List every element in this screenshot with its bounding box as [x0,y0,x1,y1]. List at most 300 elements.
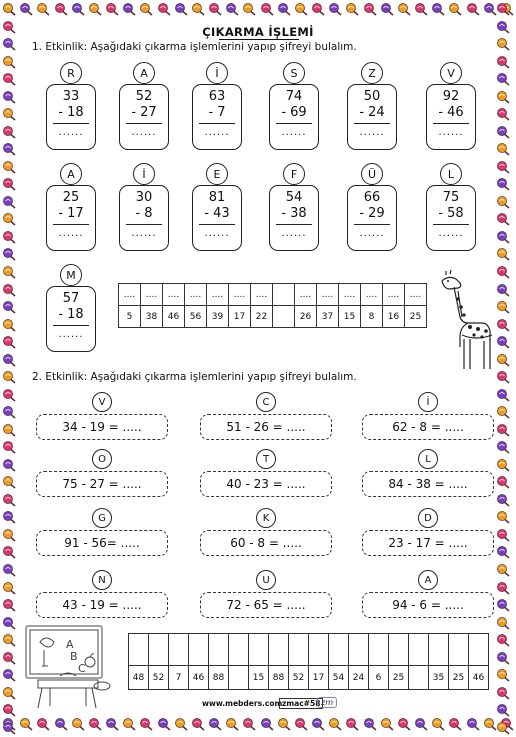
lollipop-icon [496,475,510,489]
lollipop-icon [496,142,510,156]
lollipop-icon [496,90,510,104]
answer-placeholder: ...... [131,127,157,138]
activity2-heading: 2. Etkinlik: Aşağıdaki çıkarma işlemlerini yapıp şifreyi bulalım. [32,371,357,383]
lollipop-icon [496,195,510,209]
lollipop-icon [496,616,510,630]
code-blank-cell[interactable]: .... [361,284,383,306]
title-underline [219,39,299,40]
lollipop-icon [414,2,428,16]
lollipop-icon [122,2,136,16]
lollipop-icon [496,458,510,472]
code-number-cell: 26 [295,306,317,328]
lollipop-icon [2,616,16,630]
code-blank-cell[interactable]: .... [141,284,163,306]
card-letter: Ü [361,163,383,185]
lollipop-icon [397,2,411,16]
page-title: ÇIKARMA İŞLEMİ [202,25,314,39]
lollipop-icon [294,2,308,16]
lollipop-icon [496,563,510,577]
lollipop-icon [208,2,222,16]
answer-line [433,224,469,225]
code-blank-cell[interactable] [289,634,309,666]
lollipop-icon [496,265,510,279]
lollipop-icon [71,2,85,16]
lollipop-icon [496,510,510,524]
decorative-border-right [496,2,514,735]
answer-line [354,123,390,124]
subtrahend: - 38 [281,206,307,221]
lollipop-icon [2,142,16,156]
lollipop-icon [380,717,394,731]
lollipop-icon [2,510,16,524]
lollipop-icon [2,55,16,69]
lollipop-icon [122,717,136,731]
code-blank-cell[interactable]: .... [383,284,405,306]
lollipop-icon [466,717,480,731]
activity2-code-table [128,633,489,690]
lollipop-icon [54,2,68,16]
code-number-cell: 39 [207,306,229,328]
footer-site-url: www.mebders.com [202,699,283,708]
lollipop-icon [496,107,510,121]
lollipop-icon [19,2,33,16]
equation-box: 23 - 17 = ..... [362,530,494,556]
lollipop-icon [496,318,510,332]
answer-placeholder: ...... [131,228,157,239]
lollipop-icon [191,717,205,731]
lollipop-icon [242,2,256,16]
answer-line [53,123,89,124]
lollipop-icon [328,717,342,731]
lollipop-icon [2,160,16,174]
lollipop-icon [2,370,16,384]
lollipop-icon [36,2,50,16]
lollipop-icon [496,651,510,665]
footer-tag: zmac#58 [279,698,323,709]
subtraction-card [46,286,96,352]
lollipop-icon [496,370,510,384]
subtrahend: - 29 [359,206,385,221]
equation-box: 34 - 19 = ..... [36,414,168,440]
lollipop-icon [105,2,119,16]
answer-placeholder: ...... [359,127,385,138]
equation-box: 40 - 23 = ..... [200,471,332,497]
subtrahend: - 27 [131,105,157,120]
code-number-cell: 6 [369,666,389,690]
lollipop-icon [496,55,510,69]
decorative-border-top [2,2,514,20]
subtrahend: - 58 [438,206,464,221]
equation-letter: C [256,392,276,412]
lollipop-icon [2,721,16,735]
equation-letter: O [92,449,112,469]
lollipop-icon [345,717,359,731]
code-number-cell: 22 [251,306,273,328]
lollipop-icon [2,651,16,665]
answer-placeholder: ...... [281,228,307,239]
minuend: 63 [208,89,226,104]
code-number-cell: 52 [149,666,169,690]
lollipop-icon [2,703,16,717]
code-blank-cell[interactable]: .... [295,284,317,306]
lollipop-icon [496,440,510,454]
code-blank-cell[interactable] [229,634,249,666]
code-number-cell: 88 [269,666,289,690]
equation-letter: G [92,508,112,528]
equation-letter: N [92,570,112,590]
card-letter: S [283,62,305,84]
lollipop-icon [2,177,16,191]
subtrahend: - 8 [135,206,153,221]
lollipop-icon [2,686,16,700]
code-blank-cell[interactable] [269,634,289,666]
lollipop-icon [36,717,50,731]
code-number-cell: 38 [141,306,163,328]
code-blank-cell[interactable] [129,634,149,666]
answer-placeholder: ...... [204,127,230,138]
subtraction-card [269,84,319,150]
lollipop-icon [496,686,510,700]
lollipop-icon [363,717,377,731]
lollipop-icon [2,598,16,612]
lollipop-icon [157,717,171,731]
answer-placeholder: ...... [359,228,385,239]
code-blank-cell[interactable] [369,634,389,666]
minuend: 81 [208,190,226,205]
equation-box: 51 - 26 = ..... [200,414,332,440]
lollipop-icon [496,528,510,542]
code-blank-cell[interactable]: .... [119,284,141,306]
code-number-cell: 25 [405,306,427,328]
lollipop-icon [2,72,16,86]
equation-letter: D [418,508,438,528]
equation-box: 94 - 6 = ..... [362,592,494,618]
lollipop-icon [2,353,16,367]
lollipop-icon [448,2,462,16]
minuend: 57 [62,291,80,306]
lollipop-icon [2,90,16,104]
code-blank-cell[interactable] [469,634,489,666]
code-blank-cell[interactable] [169,634,189,666]
lollipop-icon [431,2,445,16]
lollipop-icon [311,2,325,16]
lollipop-icon [242,717,256,731]
lollipop-icon [496,423,510,437]
answer-placeholder: ...... [438,228,464,239]
card-letter: E [206,163,228,185]
lollipop-icon [483,2,497,16]
answer-placeholder: ...... [58,228,84,239]
lollipop-icon [496,598,510,612]
code-number-cell: 8 [361,306,383,328]
equation-box: 62 - 8 = ..... [362,414,494,440]
lollipop-icon [225,717,239,731]
lollipop-icon [2,230,16,244]
lollipop-icon [174,2,188,16]
equation-box: 91 - 56= ..... [36,530,168,556]
lollipop-icon [397,717,411,731]
lollipop-icon [2,212,16,226]
code-blank-cell[interactable] [149,634,169,666]
code-blank-cell[interactable] [429,634,449,666]
code-number-cell [273,306,295,328]
lollipop-icon [496,177,510,191]
minuend: 74 [285,89,303,104]
lollipop-icon [496,283,510,297]
subtrahend: - 24 [359,105,385,120]
code-blank-cell[interactable]: .... [229,284,251,306]
subtraction-card [46,185,96,251]
code-number-cell: 54 [329,666,349,690]
code-number-cell: 24 [349,666,369,690]
answer-line [354,224,390,225]
card-letter: Z [361,62,383,84]
code-blank-cell[interactable] [309,634,329,666]
minuend: 92 [442,89,460,104]
code-number-cell: 17 [309,666,329,690]
code-number-cell: 46 [163,306,185,328]
worksheet [24,22,492,715]
code-number-cell: 88 [209,666,229,690]
code-number-cell: 48 [129,666,149,690]
answer-placeholder: ...... [58,127,84,138]
answer-line [276,224,312,225]
lollipop-icon [496,405,510,419]
code-number-cell: 37 [317,306,339,328]
equation-letter: K [256,508,276,528]
subtraction-card [426,84,476,150]
lollipop-icon [496,721,510,735]
lollipop-icon [496,247,510,261]
code-blank-cell[interactable] [209,634,229,666]
lollipop-icon [2,247,16,261]
code-number-cell: 46 [189,666,209,690]
lollipop-icon [496,212,510,226]
code-number-cell [409,666,429,690]
minuend: 30 [135,190,153,205]
lollipop-icon [88,717,102,731]
code-number-cell: 52 [289,666,309,690]
lollipop-icon [174,717,188,731]
code-number-cell: 15 [249,666,269,690]
lollipop-icon [496,668,510,682]
code-blank-cell[interactable]: .... [185,284,207,306]
lollipop-icon [157,2,171,16]
lollipop-icon [496,230,510,244]
code-number-cell: 7 [169,666,189,690]
svg-text:C: C [78,662,86,675]
code-number-cell: 56 [185,306,207,328]
lollipop-icon [277,2,291,16]
code-number-cell: 46 [469,666,489,690]
lollipop-icon [496,72,510,86]
answer-placeholder: ...... [281,127,307,138]
code-blank-cell[interactable] [349,634,369,666]
lollipop-icon [496,581,510,595]
lollipop-icon [2,318,16,332]
card-letter: R [60,62,82,84]
code-number-cell: 17 [229,306,251,328]
code-blank-cell[interactable]: .... [251,284,273,306]
lollipop-icon [2,125,16,139]
lollipop-icon [2,423,16,437]
lollipop-icon [2,195,16,209]
minuend: 50 [363,89,381,104]
code-number-cell: 16 [383,306,405,328]
code-blank-cell[interactable] [249,634,269,666]
answer-line [199,123,235,124]
card-letter: M [60,264,82,286]
lollipop-icon [2,388,16,402]
lollipop-icon [2,405,16,419]
subtrahend: - 18 [58,105,84,120]
lollipop-icon [2,107,16,121]
subtraction-card [119,84,169,150]
lollipop-icon [311,717,325,731]
lollipop-icon [496,2,510,16]
lollipop-icon [2,475,16,489]
code-blank-cell[interactable] [409,634,429,666]
lollipop-icon [139,717,153,731]
lollipop-icon [294,717,308,731]
lollipop-icon [2,633,16,647]
lollipop-icon [71,717,85,731]
equation-letter: A [418,570,438,590]
card-letter: İ [133,163,155,185]
answer-line [53,224,89,225]
answer-line [126,224,162,225]
lollipop-icon [2,545,16,559]
equation-letter: İ [418,392,438,412]
equation-box: 75 - 27 = ..... [36,471,168,497]
code-blank-cell[interactable]: .... [405,284,427,306]
lollipop-icon [2,563,16,577]
code-blank-cell[interactable]: .... [163,284,185,306]
subtraction-card [192,185,242,251]
minuend: 75 [442,190,460,205]
subtrahend: - 43 [204,206,230,221]
code-number-cell: 5 [119,306,141,328]
minuend: 25 [62,190,80,205]
lollipop-icon [191,2,205,16]
lollipop-icon [496,353,510,367]
code-number-cell: 25 [389,666,409,690]
lollipop-icon [225,2,239,16]
code-blank-cell[interactable]: .... [317,284,339,306]
answer-placeholder: ...... [438,127,464,138]
lollipop-icon [431,717,445,731]
lollipop-icon [496,20,510,34]
equation-box: 84 - 38 = ..... [362,471,494,497]
lollipop-icon [380,2,394,16]
answer-line [276,123,312,124]
answer-line [53,325,89,326]
lollipop-icon [2,37,16,51]
answer-placeholder: ...... [204,228,230,239]
answer-line [126,123,162,124]
equation-letter: L [418,449,438,469]
equation-letter: V [92,392,112,412]
lollipop-icon [496,300,510,314]
code-blank-cell[interactable] [189,634,209,666]
answer-placeholder: ...... [58,329,84,340]
lollipop-icon [496,160,510,174]
subtraction-card [119,185,169,251]
lollipop-icon [496,335,510,349]
lollipop-icon [2,20,16,34]
lollipop-icon [260,2,274,16]
code-number-cell: 25 [449,666,469,690]
answer-line [433,123,469,124]
code-number-cell [229,666,249,690]
card-letter: F [283,163,305,185]
subtrahend: - 7 [208,105,226,120]
lollipop-icon [466,2,480,16]
subtraction-card [347,84,397,150]
svg-text:B: B [70,650,78,663]
lollipop-icon [345,2,359,16]
lollipop-icon [277,717,291,731]
minuend: 33 [62,89,80,104]
lollipop-icon [2,300,16,314]
subtraction-card [347,185,397,251]
code-blank-cell[interactable] [329,634,349,666]
activity1-heading: 1. Etkinlik: Aşağıdaki çıkarma işlemlerini yapıp şifreyi bulalım. [32,41,357,53]
lollipop-icon [496,125,510,139]
lollipop-icon [496,493,510,507]
lollipop-icon [496,37,510,51]
subtrahend: - 46 [438,105,464,120]
code-blank-cell[interactable] [389,634,409,666]
lollipop-icon [19,717,33,731]
lollipop-icon [139,2,153,16]
lollipop-icon [2,528,16,542]
answer-line [199,224,235,225]
lollipop-icon [2,283,16,297]
code-blank-cell[interactable]: .... [339,284,361,306]
code-blank-cell[interactable] [449,634,469,666]
card-letter: L [440,163,462,185]
classroom-desk-illustration [20,622,120,712]
code-number-cell: 15 [339,306,361,328]
lollipop-icon [2,335,16,349]
equation-box: 43 - 19 = ..... [36,592,168,618]
code-blank-cell[interactable]: .... [207,284,229,306]
lollipop-icon [54,717,68,731]
code-blank-cell[interactable] [273,284,295,306]
lollipop-icon [2,265,16,279]
card-letter: A [133,62,155,84]
subtrahend: - 69 [281,105,307,120]
svg-text:A: A [66,638,74,651]
footer-signature: zm [317,697,337,708]
subtraction-card [46,84,96,150]
lollipop-icon [2,2,16,16]
subtrahend: - 18 [58,307,84,322]
subtraction-card [269,185,319,251]
giraffe-icon [434,269,494,374]
lollipop-icon [208,717,222,731]
minuend: 52 [135,89,153,104]
minuend: 66 [363,190,381,205]
lollipop-icon [2,581,16,595]
lollipop-icon [496,545,510,559]
card-letter: V [440,62,462,84]
lollipop-icon [363,2,377,16]
lollipop-icon [2,458,16,472]
decorative-border-bottom [2,717,514,735]
subtraction-card [426,185,476,251]
